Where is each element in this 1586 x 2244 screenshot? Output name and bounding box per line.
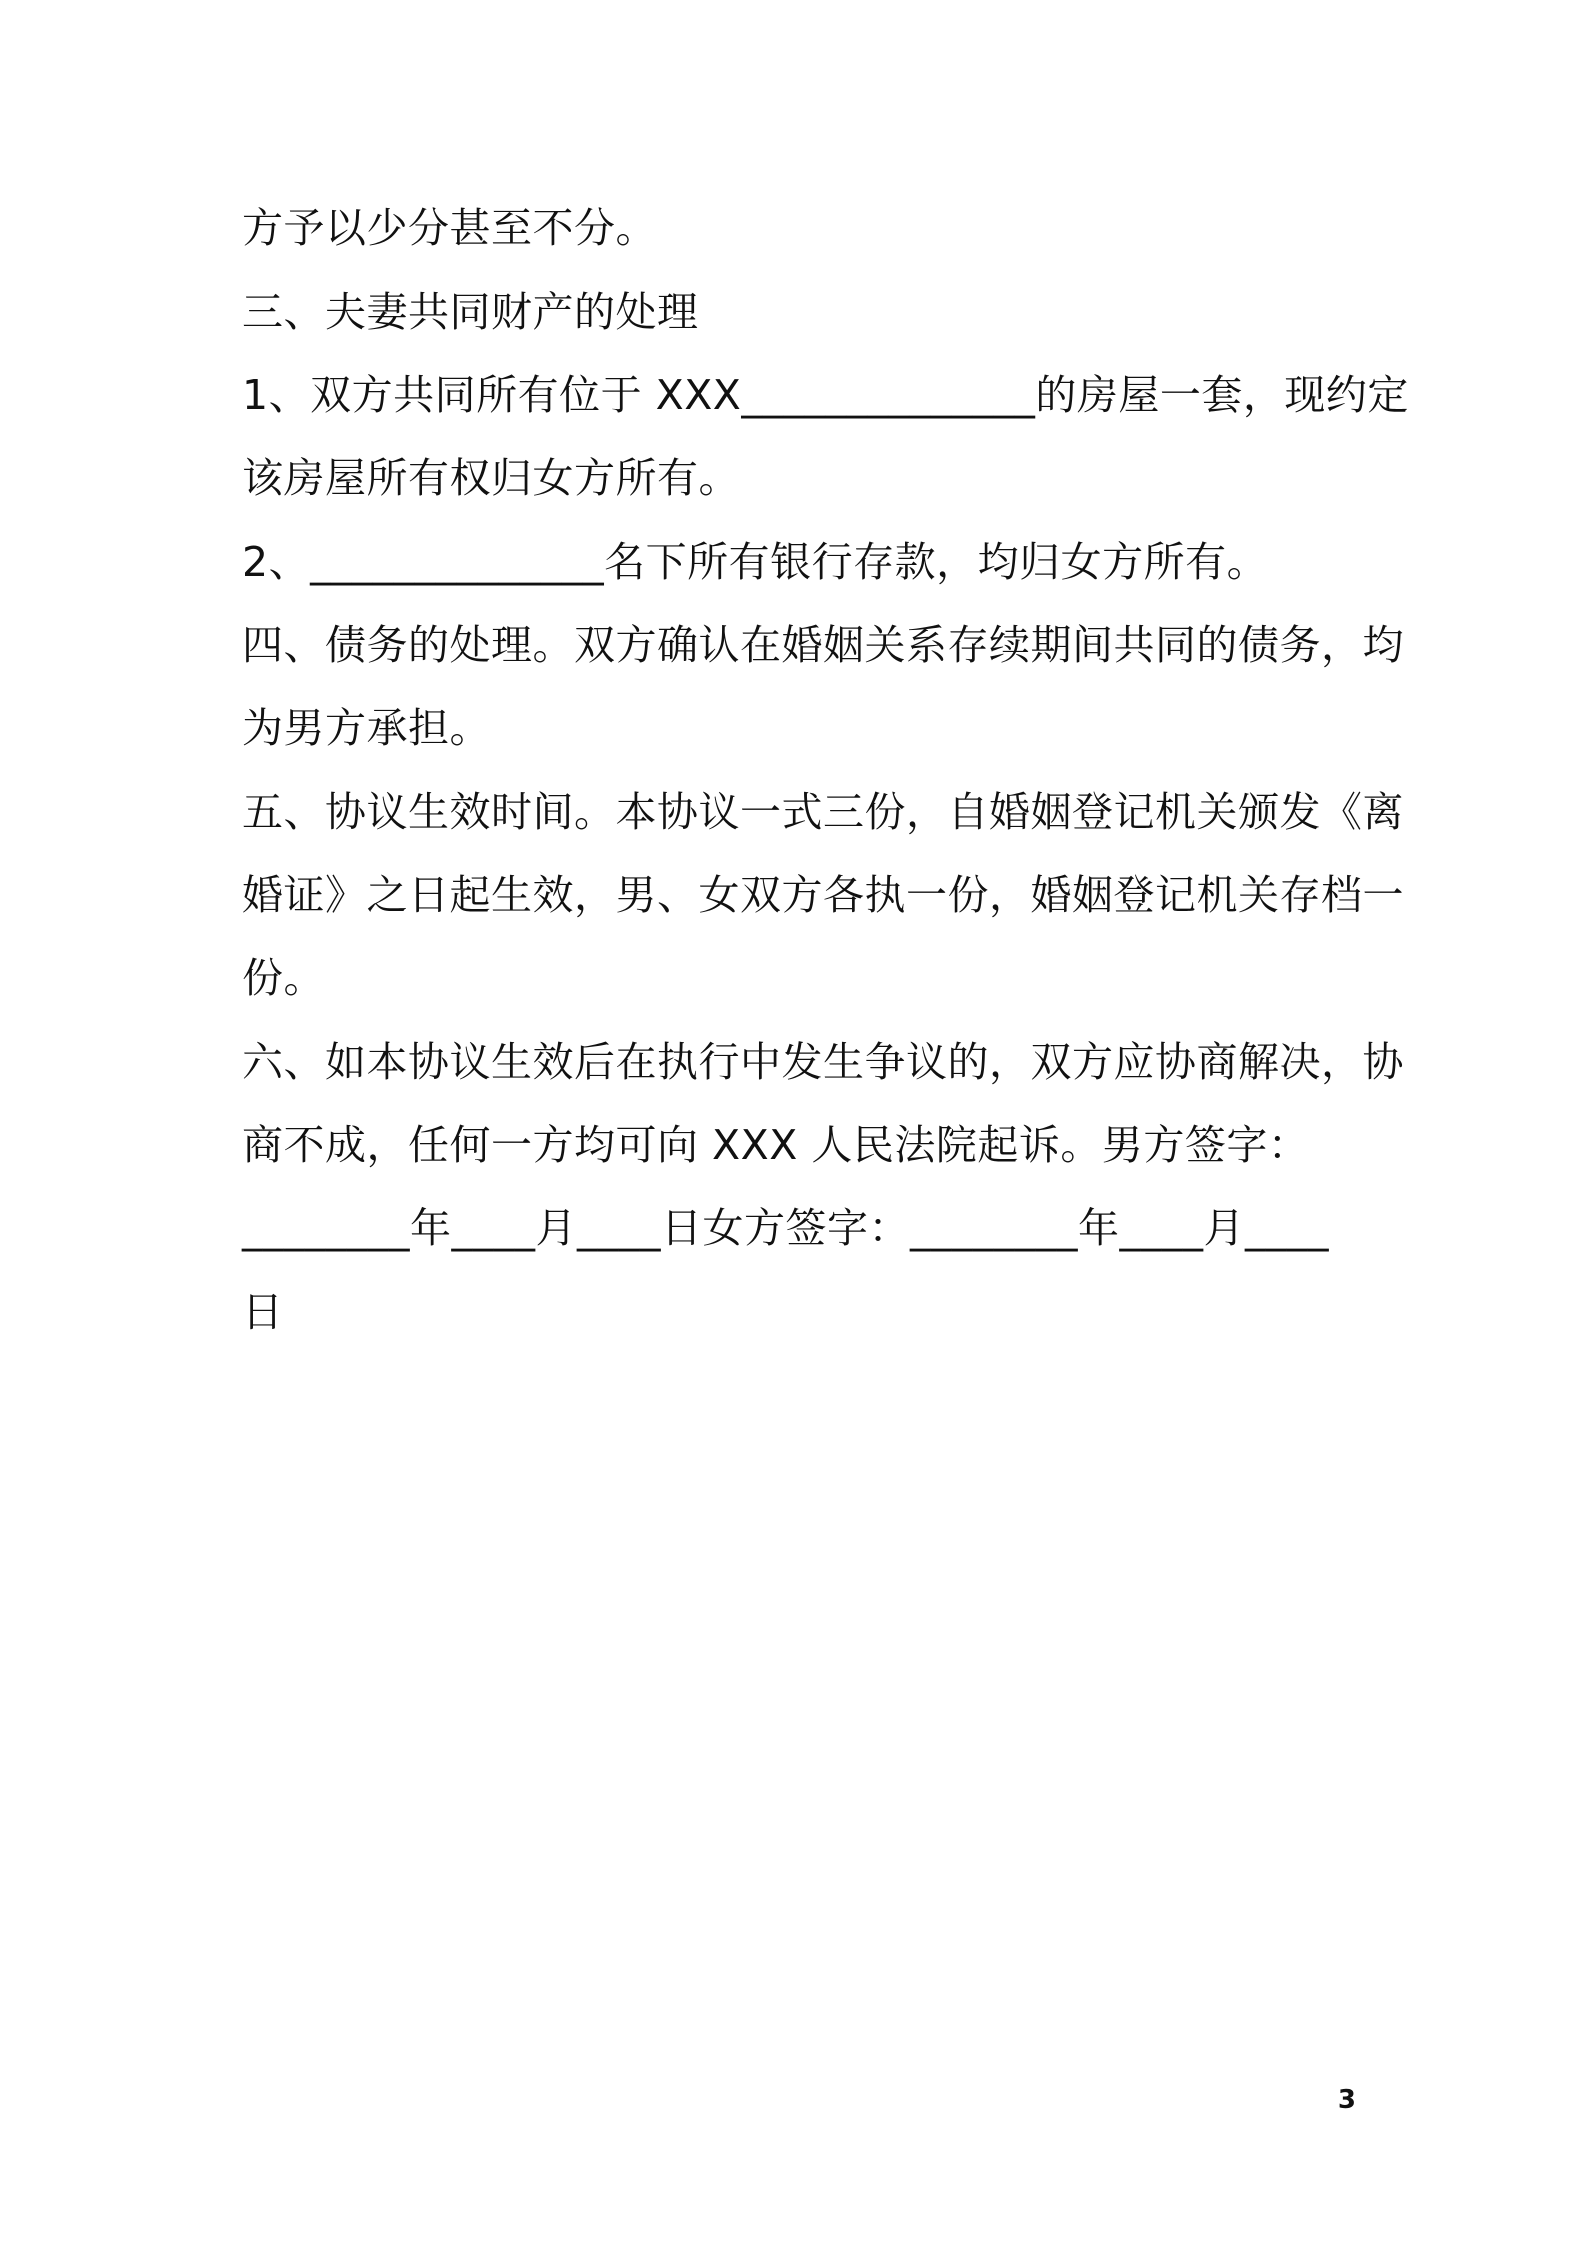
text-line-7: 为男方承担。 bbox=[242, 704, 491, 752]
text-line-3: 1、双方共同所有位于 XXX______________的房屋一套，现约定 bbox=[242, 371, 1409, 419]
text-line-10: 份。 bbox=[242, 954, 325, 1002]
text-line-5: 2、______________名下所有银行存款，均归女方所有。 bbox=[242, 538, 1269, 586]
section-heading-6: 六、如本协议生效后在执行中发生争议的，双方应协商解决，协 bbox=[242, 1038, 1404, 1086]
section-heading-3: 三、夫妻共同财产的处理 bbox=[242, 288, 699, 336]
section-heading-5: 五、协议生效时间。本协议一式三份，自婚姻登记机关颁发《离 bbox=[242, 788, 1404, 836]
text-line-14: 日 bbox=[242, 1288, 284, 1336]
text-line-1: 方予以少分甚至不分。 bbox=[242, 204, 657, 252]
signature-line: ________年____月____日女方签字：________年____月____ bbox=[242, 1204, 1329, 1252]
text-line-9: 婚证》之日起生效，男、女双方各执一份，婚姻登记机关存档一 bbox=[242, 871, 1404, 919]
section-heading-4: 四、债务的处理。双方确认在婚姻关系存续期间共同的债务，均 bbox=[242, 621, 1404, 669]
text-line-12: 商不成，任何一方均可向 XXX 人民法院起诉。男方签字： bbox=[242, 1121, 1310, 1169]
text-line-4: 该房屋所有权归女方所有。 bbox=[242, 454, 740, 502]
page-number: 3 bbox=[1337, 2085, 1356, 2115]
